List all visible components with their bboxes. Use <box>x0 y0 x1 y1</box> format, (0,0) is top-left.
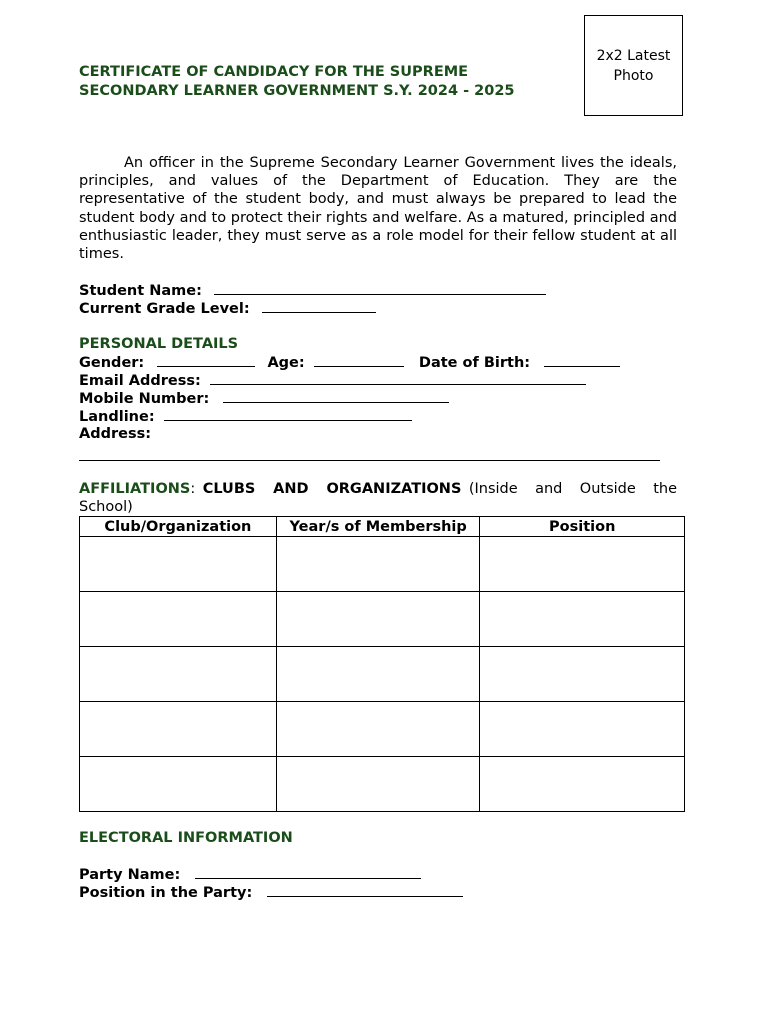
document-title <box>79 63 559 101</box>
club-cell[interactable] <box>80 702 277 757</box>
years-cell[interactable] <box>276 757 480 812</box>
position-cell[interactable] <box>480 537 685 592</box>
clubs-table <box>79 516 685 812</box>
dob-label: Date of Birth: <box>418 355 531 371</box>
email-label: Email Address: <box>79 373 201 389</box>
table-row <box>80 647 685 702</box>
title-line2: SECONDARY LEARNER GOVERNMENT S.Y. 2024 - 2025 <box>79 83 515 99</box>
dob-field[interactable] <box>544 353 620 367</box>
grade-level-field[interactable] <box>262 299 376 313</box>
student-name-label: Student Name: <box>79 283 202 299</box>
affiliations-colon: : <box>190 481 196 497</box>
gender-field[interactable] <box>157 353 255 367</box>
landline-label: Landline: <box>79 409 155 425</box>
electoral-heading: ELECTORAL INFORMATION <box>79 830 293 846</box>
years-cell[interactable] <box>276 592 480 647</box>
address-label: Address: <box>79 426 152 442</box>
student-name-field[interactable] <box>214 281 546 295</box>
intro-paragraph: An officer in the Supreme Secondary Learner Government lives the ideals, principles, and values of the Department of Education. They are the representative of the student body, and must always be prepared to lead the student body and to protect their rights and welfare. As a matured, principled and enthusiastic leader, they must serve as a role model for their fellow student at all times. <box>79 155 677 263</box>
party-name-row <box>79 865 421 884</box>
grade-level-label: Current Grade Level: <box>79 301 250 317</box>
table-row <box>80 702 685 757</box>
landline-field[interactable] <box>164 407 412 421</box>
club-cell[interactable] <box>80 592 277 647</box>
address-row <box>79 425 151 443</box>
years-cell[interactable] <box>276 702 480 757</box>
position-cell[interactable] <box>480 757 685 812</box>
position-cell[interactable] <box>480 647 685 702</box>
party-position-field[interactable] <box>267 883 463 897</box>
student-name-row <box>79 281 546 300</box>
personal-details-heading: PERSONAL DETAILS <box>79 336 239 352</box>
club-cell[interactable] <box>80 537 277 592</box>
clubs-note: (Inside and Outside the School) <box>79 481 678 515</box>
affiliations-heading: AFFILIATIONS <box>79 481 191 497</box>
party-position-row <box>79 883 463 902</box>
club-cell[interactable] <box>80 757 277 812</box>
column-header-position: Position <box>480 517 685 537</box>
party-position-label: Position in the Party: <box>79 885 253 901</box>
mobile-field[interactable] <box>223 389 449 403</box>
party-name-field[interactable] <box>195 865 421 879</box>
column-header-years: Year/s of Membership <box>276 517 480 537</box>
position-cell[interactable] <box>480 592 685 647</box>
position-cell[interactable] <box>480 702 685 757</box>
table-row <box>80 757 685 812</box>
affiliations-heading-row <box>79 480 677 516</box>
gender-age-dob-row <box>79 353 620 372</box>
grade-level-row <box>79 299 376 318</box>
photo-placeholder <box>584 15 683 116</box>
column-header-club: Club/Organization <box>80 517 277 537</box>
mobile-label: Mobile Number: <box>79 391 210 407</box>
table-header-row <box>80 517 685 537</box>
landline-row <box>79 407 412 426</box>
email-field[interactable] <box>210 371 586 385</box>
club-cell[interactable] <box>80 647 277 702</box>
years-cell[interactable] <box>276 647 480 702</box>
party-name-label: Party Name: <box>79 867 181 883</box>
table-row <box>80 537 685 592</box>
photo-label-line1: 2x2 Latest <box>596 47 671 64</box>
age-field[interactable] <box>314 353 404 367</box>
gender-label: Gender: <box>79 355 145 371</box>
address-field[interactable] <box>79 460 660 461</box>
title-line1: CERTIFICATE OF CANDIDACY FOR THE SUPREME <box>79 64 469 80</box>
years-cell[interactable] <box>276 537 480 592</box>
age-label: Age: <box>267 355 305 371</box>
email-row <box>79 371 586 390</box>
table-row <box>80 592 685 647</box>
photo-label-line2: Photo <box>613 67 654 84</box>
mobile-row <box>79 389 449 408</box>
clubs-subheading: CLUBS AND ORGANIZATIONS <box>202 481 462 497</box>
